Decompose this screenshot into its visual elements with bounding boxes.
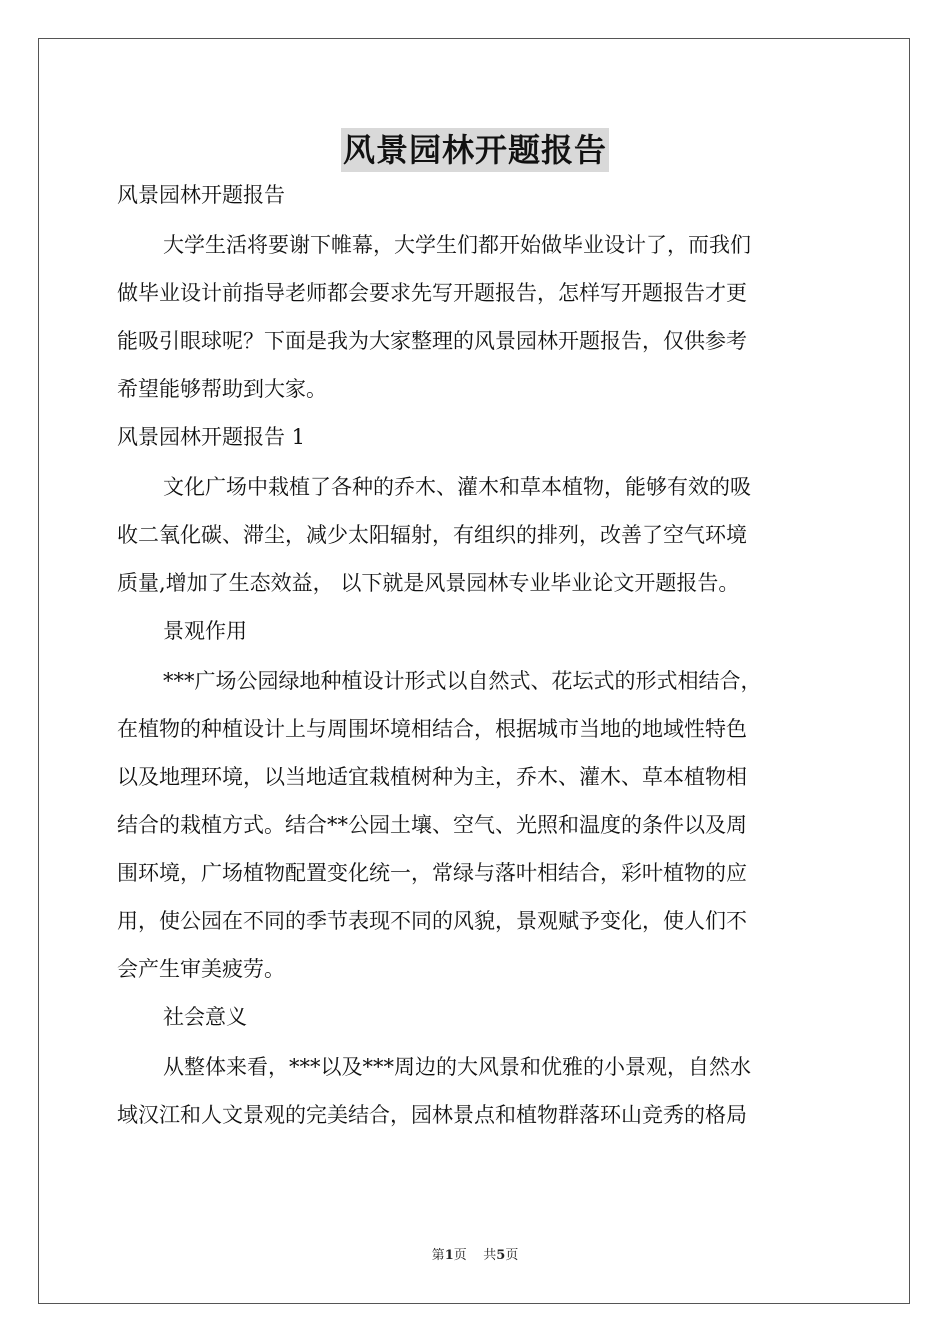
page-prefix: 第 bbox=[431, 1248, 445, 1263]
page-total: 5 bbox=[496, 1248, 506, 1263]
intro-line: 大学生活将要谢下帷幕，大学生们都开始做毕业设计了，而我们 bbox=[163, 233, 751, 257]
social-line: 域汉江和人文景观的完美结合，园林景点和植物群落环山竞秀的格局 bbox=[117, 1103, 747, 1127]
document-title-text: 风景园林开题报告 bbox=[341, 128, 609, 172]
section1-paragraph bbox=[117, 472, 835, 598]
section1-line: 质量,增加了生态效益， 以下就是风景园林专业毕业论文开题报告。 bbox=[117, 571, 740, 595]
landscape-line: 用，使公园在不同的季节表现不同的风貌，景观赋予变化，使人们不 bbox=[117, 909, 747, 933]
page-suffix: 页 bbox=[505, 1248, 519, 1263]
landscape-line: ***广场公园绿地种植设计形式以自然式、花坛式的形式相结合， bbox=[163, 669, 762, 693]
landscape-line: 围环境，广场植物配置变化统一，常绿与落叶相结合，彩叶植物的应 bbox=[117, 861, 747, 885]
intro-line: 做毕业设计前指导老师都会要求先写开题报告，怎样写开题报告才更 bbox=[117, 281, 747, 305]
document-title bbox=[0, 128, 950, 172]
social-line: 从整体来看，***以及***周边的大风景和优雅的小景观，自然水 bbox=[163, 1055, 751, 1079]
document-body bbox=[117, 180, 835, 1148]
social-paragraph bbox=[117, 1052, 835, 1130]
intro-line: 希望能够帮助到大家。 bbox=[117, 377, 327, 401]
page-footer bbox=[0, 1247, 950, 1265]
landscape-line: 会产生审美疲劳。 bbox=[117, 957, 285, 981]
page-mid: 页 共 bbox=[453, 1248, 497, 1263]
intro-paragraph bbox=[117, 230, 835, 404]
landscape-line: 以及地理环境，以当地适宜栽植树种为主，乔木、灌木、草本植物相 bbox=[117, 765, 747, 789]
section1-line: 收二氧化碳、滞尘，减少太阳辐射，有组织的排列，改善了空气环境 bbox=[117, 523, 747, 547]
intro-line: 能吸引眼球呢？下面是我为大家整理的风景园林开题报告，仅供参考 bbox=[117, 329, 747, 353]
document-subtitle: 风景园林开题报告 bbox=[117, 183, 285, 207]
section-heading: 风景园林开题报告 1 bbox=[117, 425, 306, 449]
social-heading: 社会意义 bbox=[163, 1005, 247, 1029]
landscape-line: 在植物的种植设计上与周围坏境相结合，根据城市当地的地域性特色 bbox=[117, 717, 747, 741]
section1-line: 文化广场中栽植了各种的乔木、灌木和草本植物，能够有效的吸 bbox=[163, 475, 751, 499]
landscape-line: 结合的栽植方式。结合**公园土壤、空气、光照和温度的条件以及周 bbox=[117, 813, 747, 837]
page-current: 1 bbox=[444, 1248, 454, 1263]
landscape-paragraph bbox=[117, 666, 835, 984]
landscape-heading: 景观作用 bbox=[163, 619, 247, 643]
